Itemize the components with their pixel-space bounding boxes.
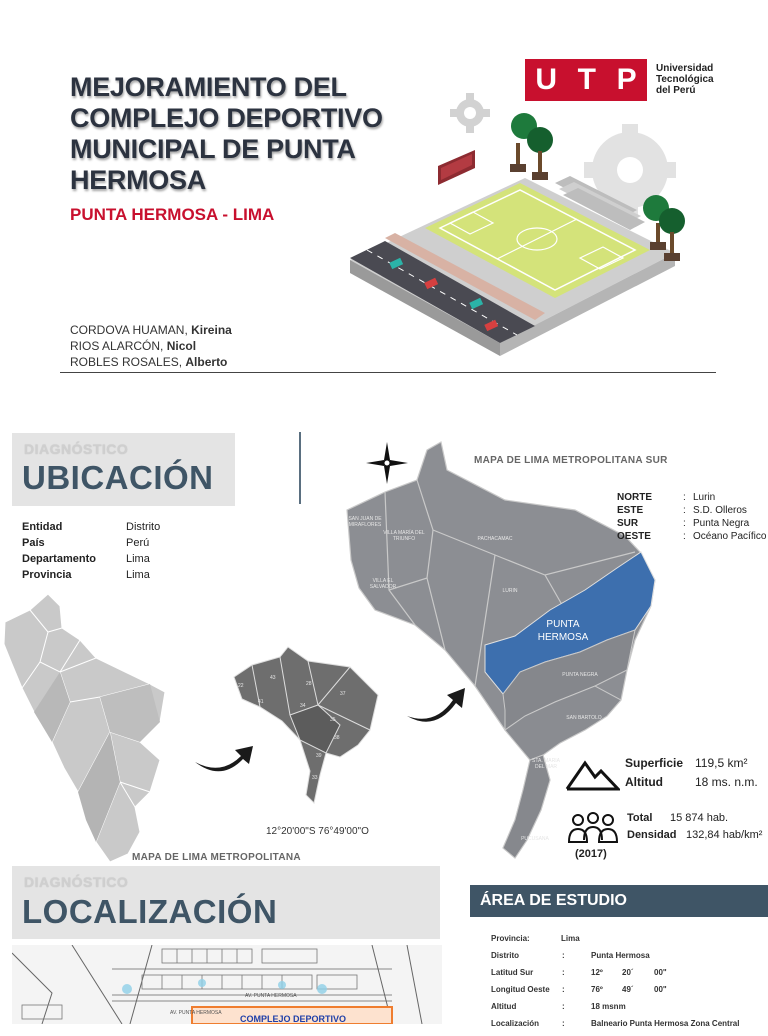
gear-icon	[450, 93, 490, 133]
area-sep: :	[562, 951, 565, 960]
cardinal-value: Punta Negra	[693, 518, 750, 529]
area-value: Lima	[561, 934, 580, 943]
region-number: 22	[238, 683, 244, 689]
area-row	[491, 951, 768, 968]
area-row	[491, 934, 768, 951]
author-surname: CORDOVA HUAMAN,	[70, 323, 188, 337]
area-row	[491, 985, 768, 1002]
cardinal-row: NORTE : Lurin	[617, 492, 716, 503]
district-label: SAN BARTOLO	[566, 715, 602, 721]
region-number: 34	[300, 703, 306, 709]
region-number: 35	[330, 717, 336, 723]
area-row	[491, 1019, 768, 1036]
region-number: 28	[306, 681, 312, 687]
section-heading: UBICACIÓN	[22, 459, 214, 496]
section-kicker: DIAGNÓSTICO	[24, 874, 129, 890]
district-label: VILLA MARÍA DEL TRIUNFO	[383, 530, 425, 542]
info-row	[22, 567, 222, 583]
info-value: Lima	[126, 553, 150, 565]
area-value: Balneario Punta Hermosa Zona Central	[591, 1019, 740, 1028]
area-value: 00"	[654, 985, 667, 994]
tree	[510, 113, 553, 180]
area-sep: :	[562, 1019, 565, 1028]
district-label: PACHACAMAC	[477, 536, 513, 542]
area-value: 49´	[622, 985, 634, 994]
cardinal-key: ESTE	[617, 505, 644, 516]
info-value: Lima	[126, 569, 150, 581]
population-icon	[566, 810, 620, 846]
area-value: 12º	[591, 968, 603, 977]
info-row	[22, 535, 222, 551]
densidad-value: 132,84 hab/km²	[686, 829, 763, 841]
district-label: PUCUSANA	[521, 836, 549, 842]
superficie-label: Superficie	[625, 756, 684, 770]
coordinates: 12°20'00"S 76°49'00"O	[266, 826, 369, 837]
district-label: PUNTA NEGRA	[562, 672, 598, 678]
district-label: VILLA EL SALVADOR	[369, 578, 397, 590]
lima-metro-map	[0, 592, 180, 864]
utp-name-line: del Perú	[656, 85, 696, 96]
altitud-value: 18 ms. n.m.	[695, 775, 758, 789]
author-surname: ROBLES ROSALES,	[70, 355, 183, 369]
region-number: 37	[340, 691, 346, 697]
author-2	[70, 338, 232, 354]
section-kicker: DIAGNÓSTICO	[24, 441, 129, 457]
cardinal-row: SUR : Punta Negra	[617, 518, 750, 529]
utp-logo-letter: T	[577, 63, 596, 96]
info-key: Departamento	[22, 553, 96, 565]
cardinal-key: NORTE	[617, 492, 652, 503]
area-label: Longitud Oeste	[491, 985, 550, 994]
district-label: SAN JUAN DE MIRAFLORES	[348, 516, 382, 528]
section-heading: LOCALIZACIÓN	[22, 893, 278, 930]
cardinal-limits	[617, 491, 767, 543]
cardinal-value: Océano Pacífico	[693, 531, 767, 542]
area-value: 76º	[591, 985, 603, 994]
cardinal-row: OESTE : Océano Pacífico	[617, 531, 767, 542]
cover-title-line-2: COMPLEJO DEPORTIVO	[70, 103, 383, 133]
stadium-illustration	[345, 88, 690, 370]
map-title-south: MAPA DE LIMA METROPOLITANA SUR	[474, 455, 668, 466]
area-label: Altitud	[491, 1002, 517, 1011]
cover-title-line-1: MEJORAMIENTO DEL	[70, 72, 347, 102]
area-sep: :	[562, 1002, 565, 1011]
superficie-value: 119,5 km²	[695, 756, 748, 770]
area-label: Provincia:	[491, 934, 530, 943]
area-value: 00"	[654, 968, 667, 977]
area-sep: :	[562, 985, 565, 994]
cardinal-value: S.D. Olleros	[693, 505, 747, 516]
site-plan	[12, 945, 442, 1024]
area-value: Punta Hermosa	[591, 951, 650, 960]
cover-title-line-3: MUNICIPAL DE PUNTA	[70, 134, 356, 164]
population-year: (2017)	[575, 848, 607, 860]
area-row	[491, 968, 768, 985]
area-label: Distrito	[491, 951, 519, 960]
altitud-label: Altitud	[625, 775, 663, 789]
author-name: Kireina	[191, 323, 232, 337]
cardinal-value: Lurin	[693, 492, 716, 503]
region-number: 39	[316, 753, 322, 759]
cardinal-key: OESTE	[617, 531, 651, 542]
cover-title-line-4: HERMOSA	[70, 165, 206, 195]
author-surname: RIOS ALARCÓN,	[70, 339, 164, 353]
author-1	[70, 322, 232, 338]
author-3	[70, 354, 232, 370]
vertical-divider	[299, 432, 301, 504]
area-value: 18 msnm	[591, 1002, 626, 1011]
total-value: 15 874 hab.	[670, 812, 729, 824]
area-label: Latitud Sur	[491, 968, 534, 977]
area-sep: :	[562, 968, 565, 977]
info-key: País	[22, 537, 45, 549]
street-label: AV. PUNTA HERMOSA	[245, 993, 297, 999]
map-title-metro: MAPA DE LIMA METROPOLITANA	[132, 852, 301, 863]
info-row	[22, 551, 222, 567]
info-value: Distrito	[126, 521, 161, 533]
ubicacion-header	[12, 433, 235, 506]
densidad-label: Densidad	[627, 829, 677, 841]
complejo-label: COMPLEJO DEPORTIVO	[240, 1014, 347, 1024]
divider	[60, 372, 716, 373]
scoreboard	[438, 150, 475, 185]
cardinal-row: ESTE : S.D. Olleros	[617, 505, 747, 516]
district-label: LURIN	[502, 588, 518, 594]
area-row	[491, 1002, 768, 1019]
localizacion-header	[12, 866, 440, 939]
author-list	[70, 322, 232, 370]
utp-logo-letter: P	[616, 63, 637, 96]
street-label: AV. PUNTA HERMOSA	[170, 1010, 222, 1016]
district-label: STA. MARIA DEL MAR	[532, 758, 560, 770]
district-label-highlight: PUNTA HERMOSA	[537, 619, 589, 643]
region-number: 43	[270, 675, 276, 681]
mountain-icon	[565, 757, 620, 791]
info-row	[22, 519, 222, 535]
area-value: 20´	[622, 968, 634, 977]
info-key: Provincia	[22, 569, 72, 581]
area-estudio-table	[491, 934, 768, 1036]
total-label: Total	[627, 812, 653, 824]
region-number: 38	[334, 735, 340, 741]
region-number: 33	[312, 775, 318, 781]
utp-name-line: Tecnológica	[656, 74, 714, 85]
area-label: Localización	[491, 1019, 540, 1028]
author-name: Alberto	[185, 355, 228, 369]
info-value: Perú	[126, 537, 150, 549]
location-info-table	[22, 519, 222, 583]
cover-subtitle: PUNTA HERMOSA - LIMA	[70, 205, 275, 224]
region-number: 41	[258, 699, 264, 705]
area-estudio-header: ÁREA DE ESTUDIO	[470, 885, 768, 917]
cardinal-key: SUR	[617, 518, 639, 529]
utp-name-line: Universidad	[656, 63, 714, 74]
utp-logo-letter: U	[535, 63, 557, 96]
author-name: Nicol	[166, 339, 197, 353]
info-key: Entidad	[22, 521, 63, 533]
